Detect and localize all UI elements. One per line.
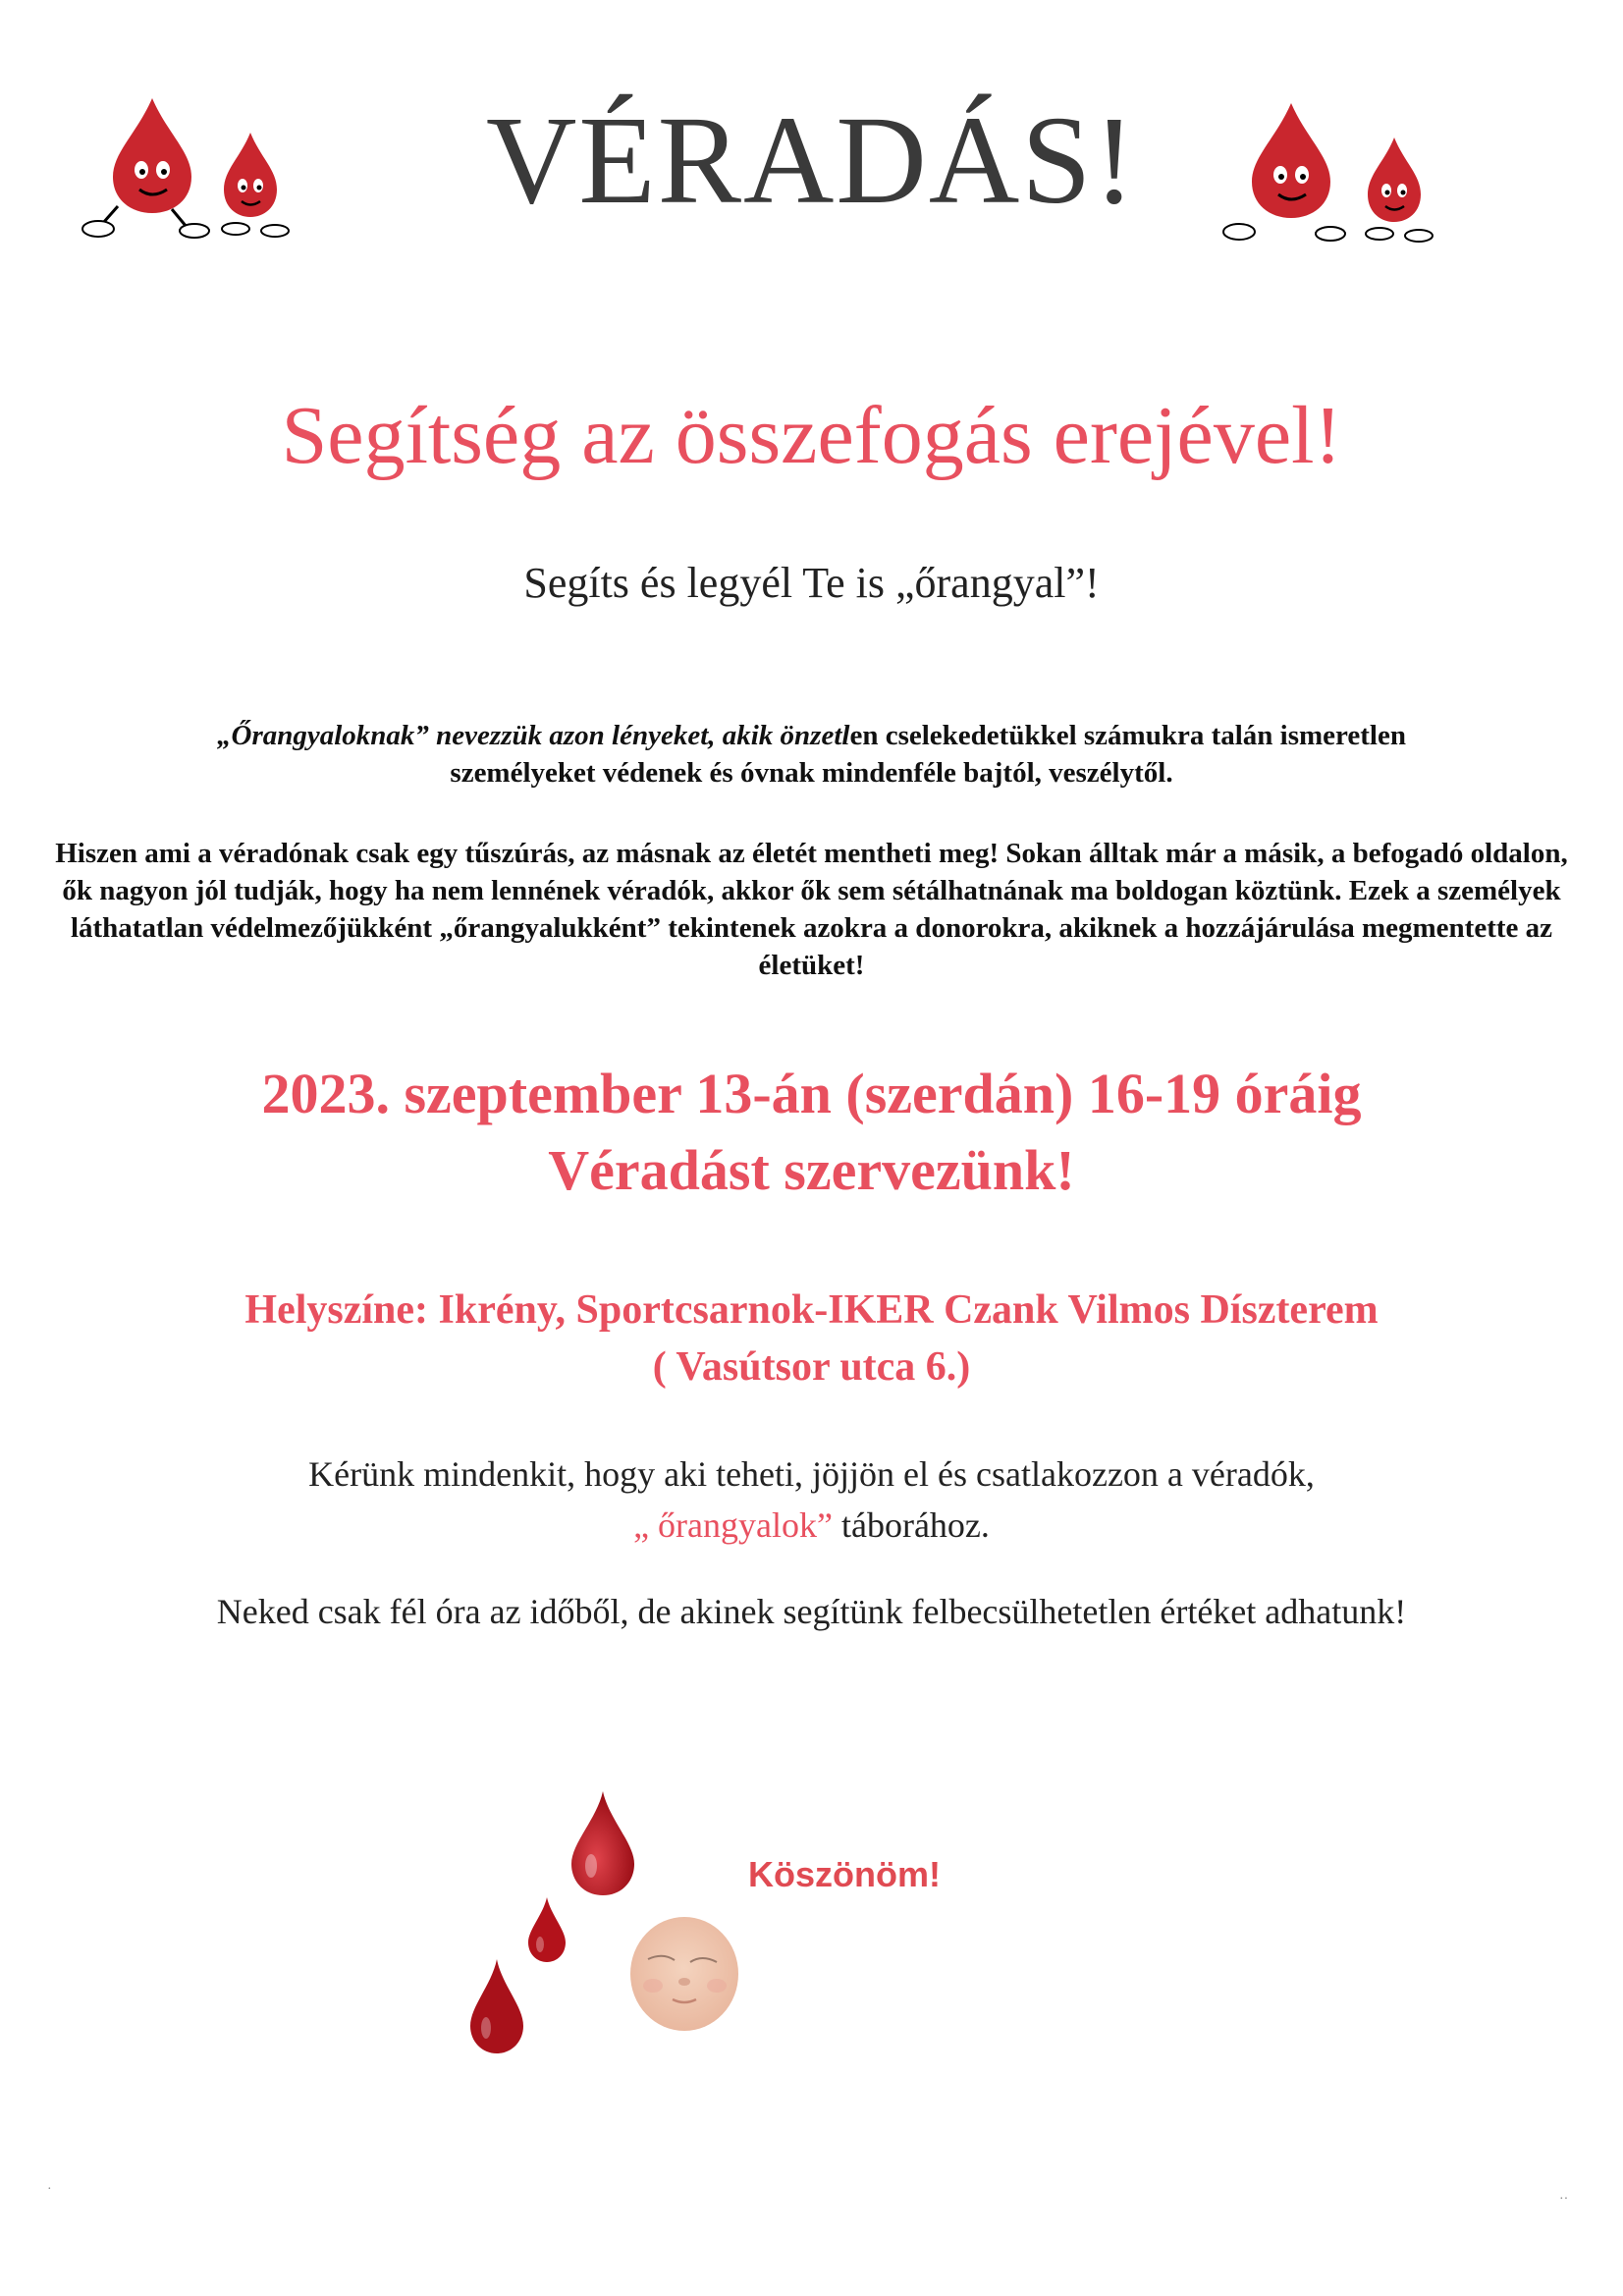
closing-text: Neked csak fél óra az időből, de akinek segítünk felbecsülhetetlen értéket adhatunk! xyxy=(216,1592,1407,1631)
event-action: Véradást szervezünk! xyxy=(548,1138,1075,1202)
body-paragraph: Hiszen ami a véradónak csak egy tűszúrás, az másnak az életét mentheti meg! Sokan álltak már a másik, a befogadó oldalon, ők nagyon jól tudják, hogy ha nem lennének véradók, akkor ők sem sétálhatnának ma boldogan köztünk. Ezek a személyek láthatatlan védelmezőjükként „őrangyalukként” tekintenek azokra a donorokra, akiknek a hozzájárulása megmentette az életüket! xyxy=(55,838,1568,981)
event-date: 2023. szeptember 13-án (szerdán) 16-19 óráig xyxy=(261,1062,1362,1125)
baby-face-icon xyxy=(623,1905,746,2033)
thanks-text: Köszönöm! xyxy=(748,1854,941,1894)
event-location-block xyxy=(0,1282,1623,1395)
blood-drop-icon-large xyxy=(466,1957,527,2055)
blood-drop-icon xyxy=(568,1789,638,1897)
invite-text xyxy=(0,1449,1623,1551)
blood-drop-icon-small xyxy=(525,1895,568,1964)
invite-line-1: Kérünk mindenkit, hogy aki teheti, jöjjön el és csatlakozzon a véradók, xyxy=(308,1454,1315,1494)
scan-speck-right: ·· xyxy=(1559,2192,1569,2207)
blood-drop-mascots-right-icon xyxy=(1217,98,1443,246)
invite-highlight: „ őrangyalok” xyxy=(633,1505,833,1545)
event-location: Helyszíne: Ikrény, Sportcsarnok-IKER Czank Vilmos Díszterem xyxy=(244,1287,1379,1333)
subtitle: Segíts és legyél Te is „őrangyal”! xyxy=(523,559,1100,607)
scan-speck-left: · xyxy=(47,2182,52,2197)
event-date-block xyxy=(0,1056,1623,1209)
intro-text xyxy=(0,717,1623,792)
headline: Segítség az összefogás erejével! xyxy=(281,390,1342,481)
page-title: VÉRADÁS! xyxy=(485,90,1138,230)
intro-line-2: személyeket védenek és óvnak mindenféle bajtól, veszélytől. xyxy=(450,757,1173,789)
invite-line-2 xyxy=(0,1500,1623,1551)
intro-line-1 xyxy=(0,717,1623,754)
event-address: ( Vasútsor utca 6.) xyxy=(652,1344,971,1390)
invite-rest: táborához. xyxy=(832,1505,990,1545)
intro-rest: en cselekedetükkel számukra talán ismeretlen xyxy=(849,720,1406,751)
intro-italic: „Őrangyaloknak” nevezzük azon lényeket, akik önzetl xyxy=(217,720,850,751)
